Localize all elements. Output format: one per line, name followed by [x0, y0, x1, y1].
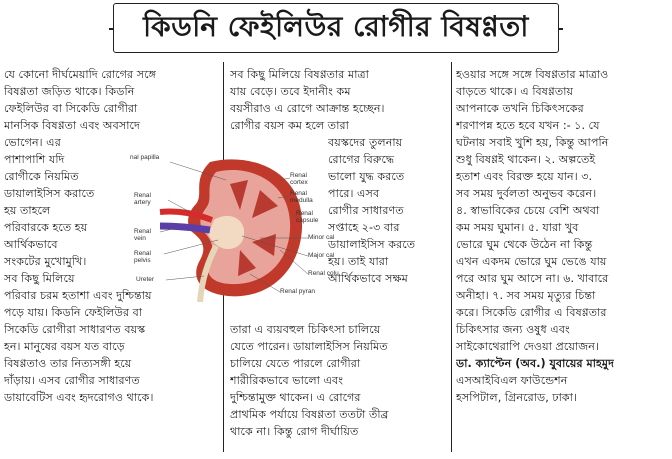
text-line: যায় বেড়ে। তবে ইদানীং কম [230, 85, 351, 98]
kidney-diagram [130, 150, 339, 305]
text-line: ভোরে ঘুম থেকে উঠেন না কিন্তু [456, 238, 593, 251]
label-major-calyx: Major cal [308, 252, 335, 259]
text-line: ডায়াবেটিস এবং হৃদরোগও থাকে। [4, 391, 154, 404]
text-line: ফেইলিউর বা সিকেডি রোগীরা [4, 102, 138, 115]
text-line: ডায়ালাইসিস করাতে [4, 187, 95, 200]
text-line: হতাশ এবং বিরক্ত হয়ে যান। ৩. [456, 170, 593, 183]
label-renal-pelvis: Renal pelvis [134, 250, 151, 264]
text-line: করে। সিকেডি রোগীর এ বিষণ্ণতার [456, 306, 607, 319]
label-renal-pyramid: Renal pyran [280, 288, 316, 295]
text-line: সব কিছু মিলিয়ে বিষণ্ণতার মাত্রা [230, 68, 369, 81]
text-line: প্রাথমিক পর্যায়ে বিষণ্ণতা ততটা তীব্র [230, 408, 389, 421]
headline: কিডনি ফেইলিউর রোগীর বিষণ্ণতা [143, 9, 529, 43]
author-name: ডা. ক্যাপ্টেন (অব.) যুবায়ের মাহমুদ [456, 357, 614, 370]
text-line: ভোগেন। এর [4, 136, 61, 149]
text-line: ঘটনায় সবাই খুশি হয়, কিন্তু আপনি [456, 136, 609, 149]
text-line: এখন একদম ভোরে ঘুম ভেঙে যায় [456, 255, 607, 268]
label-renal-capsule: Renal capsule [296, 210, 319, 224]
text-line: সাইকোথেরাপি দেওয়া প্রয়োজন। [456, 340, 599, 353]
text-line: তারা এ ব্যয়বহুল চিকিৎসা চালিয়ে [230, 323, 381, 336]
text-line: পারে। এসব [328, 187, 380, 200]
label-renal-column: Renal colu [308, 270, 339, 277]
text-line: রোগীকে নিয়মিত [4, 170, 79, 183]
author-address: হসপিটাল, গ্রিনরোড, ঢাকা। [456, 391, 577, 404]
column-2-bottom [230, 321, 389, 440]
text-line: অনীহা। ৭. সব সময় মৃত্যুর চিন্তা [456, 289, 596, 302]
label-ureter: Ureter [136, 276, 155, 283]
label-renal-papilla: nal papilla [130, 154, 160, 161]
label-renal-medulla: Renal medulla [290, 190, 313, 204]
text-line: সপ্তাহে ২-৩ বার [328, 221, 400, 234]
text-line: বাড়তে থাকে। এ বিষণ্ণতায় [456, 85, 574, 98]
text-line: দুশ্চিন্তামুক্ত থাকেন। এ রোগের [230, 391, 361, 404]
column-3 [456, 66, 614, 406]
text-line: কম সময় ঘুমান। ৫. যারা খুব [456, 221, 579, 234]
text-line: বয়স্কদের তুলনায় [328, 136, 403, 149]
text-line: চালিয়ে যেতে পারলে রোগীরা [230, 357, 361, 370]
text-line: যে কোনো দীর্ঘমেয়াদি রোগের সঙ্গে [4, 68, 157, 81]
text-line: রোগীর বয়স কম হলে তারা [230, 119, 349, 132]
renal-vein [160, 226, 210, 230]
text-line: ডায়ালাইসিস করতে [328, 238, 416, 251]
text-line: শারীরিকভাবে ভালো এবং [230, 374, 344, 387]
text-line: পাশাপাশি যদি [4, 153, 65, 166]
text-line: সংকটের মুখোমুখি। [4, 255, 87, 268]
text-line: ৪. স্বাভাবিকের চেয়ে বেশি অথবা [456, 204, 600, 217]
label-minor-calyx: Minor cal [308, 234, 335, 241]
text-line: থাকে না। কিন্তু রোগ দীর্ঘায়িত [230, 425, 359, 438]
text-line: বয়সীরাও এ রোগে আক্রান্ত হচ্ছেন। [230, 102, 385, 115]
text-line: শুধু বিষণ্ণই থাকেন। ২. অল্পতেই [456, 153, 596, 166]
headline-box [113, 3, 559, 53]
text-line: পরিবারকে হতে হয় [4, 221, 88, 234]
text-line: আর্থিকভাবে [4, 238, 58, 251]
text-line: হওয়ার সঙ্গে সঙ্গে বিষণ্ণতার মাত্রাও [456, 68, 609, 81]
text-line: রোগীর সাধারণত [328, 204, 404, 217]
label-renal-artery: Renal artery [134, 192, 151, 206]
text-line: বিষণ্ণতাও তার নিত্যসঙ্গী হয়ে [4, 357, 132, 370]
text-line: মানসিক বিষণ্ণতা এবং অবসাদে [4, 119, 140, 132]
label-renal-vein: Renal vein [134, 228, 151, 242]
column-2-top [230, 66, 385, 134]
text-line: বিষণ্ণতা জড়িত থাকে। কিডনি [4, 85, 135, 98]
text-line: যেতে পারেন। ডায়ালাইসিস নিয়মিত [230, 340, 388, 353]
text-line: পরে আর ঘুম আসে না। ৬. খাবারে [456, 272, 609, 285]
author-affiliation: এসআইবিএল ফাউন্ডেশন [456, 374, 568, 387]
text-line: আপনাকে তখনি চিকিৎসকের [456, 102, 584, 115]
text-line: চিকিৎসার জন্য ওষুধ এবং [456, 323, 570, 336]
text-line: হয়। তাই যারা [328, 255, 389, 268]
text-line: দাঁড়ায়। এসব রোগীর সাধারণত [4, 374, 140, 387]
column-rule-2 [451, 62, 452, 452]
text-line: ভালো যুদ্ধ করতে [328, 170, 405, 183]
column-2-right [328, 134, 415, 287]
text-line: পড়ে যায়। কিডনি ফেইলিউর বা [4, 306, 143, 319]
text-line: আর্থিকভাবে সক্ষম [328, 272, 408, 285]
text-line: রোগের বিরুদ্ধে [328, 153, 395, 166]
text-line: হয় তাহলে [4, 204, 51, 217]
label-renal-cortex: Renal cortex [290, 172, 308, 186]
text-line: পরিবার চরম হতাশা এবং দুশ্চিন্তায় [4, 289, 152, 302]
text-line: শরণাপন্ন হতে হবে যখন :- ১. যে [456, 119, 600, 132]
text-line: সব সময় দুর্বলতা অনুভব করেন। [456, 187, 597, 200]
text-line: হন। মানুষের বয়স যত বাড়ে [4, 340, 125, 353]
text-line: সিকেডি রোগীরা সাধারণত বয়স্ক [4, 323, 146, 336]
text-line: সব কিছু মিলিয়ে [4, 272, 75, 285]
